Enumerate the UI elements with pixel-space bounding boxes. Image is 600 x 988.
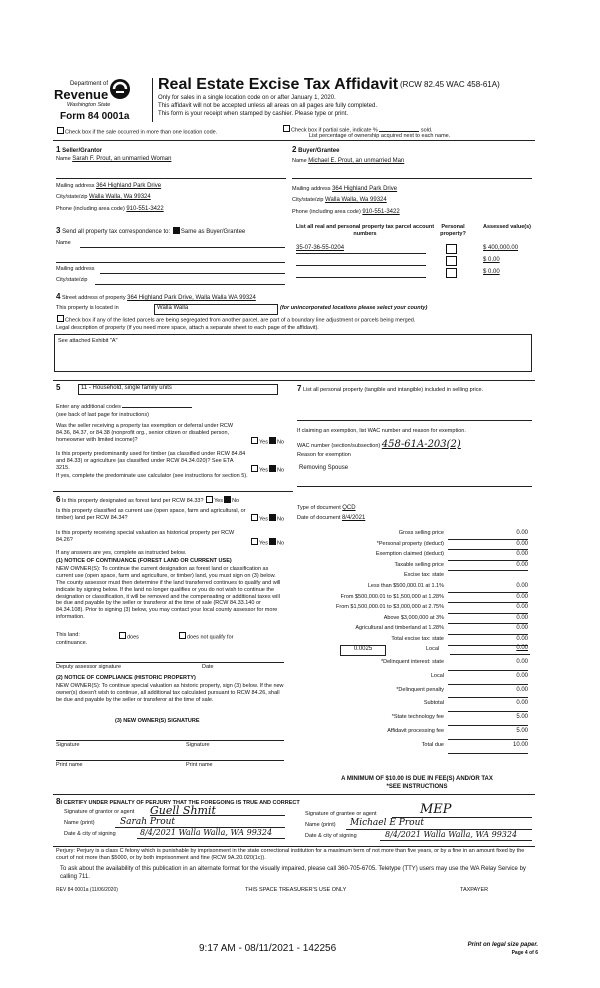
continuance-text: continuance.: [56, 640, 88, 646]
current-use-question: Is this property classified as current use (open space, farm and agricultural, or timber) land per RCW 84.34?: [56, 508, 246, 521]
calc-row: [297, 549, 532, 560]
dept-logo-text: Revenue: [54, 87, 109, 102]
revenue-logo-icon: [108, 78, 132, 105]
subtitle-2: This affidavit will not be accepted unless all areas on all pages are fully completed.: [158, 103, 378, 109]
grantee-signature[interactable]: MEP: [420, 802, 452, 817]
checkbox-icon[interactable]: [57, 127, 64, 134]
calc-value[interactable]: 0.00: [448, 539, 528, 551]
calc-label: Total due: [421, 741, 444, 748]
calc-label: *Delinquent interest: state: [381, 659, 444, 665]
calc-value[interactable]: 0.00: [448, 528, 528, 540]
notice2-title: (2) NOTICE OF COMPLIANCE (HISTORIC PROPERTY): [56, 675, 196, 681]
calc-label: From $1,500,000.01 to $3,000,000 at 2.75%: [336, 604, 444, 611]
calc-label: *Delinquent penalty: [396, 686, 444, 693]
exemption-reason[interactable]: Removing Spouse: [299, 465, 349, 471]
calc-row: [297, 697, 532, 711]
calc-row: [297, 670, 532, 684]
parcel-header: List all real and personal property tax parcel account numbers: [295, 224, 435, 237]
current-use-yes-checkbox[interactable]: [251, 514, 258, 521]
form-title: Real Estate Excise Tax Affidavit: [158, 76, 399, 93]
calc-row: [297, 711, 532, 725]
unincorp-note: (for unincorporated locations please select your county): [280, 305, 428, 311]
same-as-buyer-checkbox[interactable]: [173, 227, 180, 234]
s3-mail-label: Mailing address: [56, 266, 95, 272]
calc-label: Affidavit processing fee: [387, 727, 444, 734]
calc-row: [297, 623, 532, 634]
seller-mail[interactable]: 364 Highland Park Drive: [96, 183, 162, 189]
calc-row: [297, 656, 532, 670]
calc-row: [297, 570, 532, 581]
parcel-number[interactable]: 35-07-36-55-0204: [296, 245, 345, 251]
historic-yes-checkbox[interactable]: [251, 538, 258, 545]
revision: REV 84 0001a (11/06/2020): [56, 887, 118, 893]
calc-value[interactable]: 5.00: [448, 711, 528, 726]
checkbox-icon[interactable]: [283, 125, 290, 132]
seller-phone[interactable]: 910-551-3422: [126, 206, 164, 212]
buyer-mail[interactable]: 364 Highland Park Drive: [332, 186, 398, 192]
certify-text: I CERTIFY UNDER PENALTY OF PERJURY THAT THE FOREGOING IS TRUE AND CORRECT: [60, 800, 300, 806]
reason-label: Reason for exemption: [297, 452, 351, 458]
forest-no-checkbox[interactable]: [224, 496, 231, 503]
treasurer-use: THIS SPACE TREASURER'S USE ONLY: [245, 887, 347, 893]
personal-property-text: List all personal property (tangible and intangible) included in selling price.: [302, 387, 484, 393]
does-checkbox[interactable]: [119, 632, 126, 639]
see-back: (see back of last page for instructions): [56, 412, 149, 418]
calc-row: [297, 725, 532, 739]
calc-row: [297, 592, 532, 603]
calc-label: Excise tax: state: [403, 572, 444, 579]
calc-row: [297, 684, 532, 698]
calc-row: [297, 581, 532, 592]
dept-line1: Department of: [69, 81, 108, 87]
calc-value[interactable]: 0.00: [448, 549, 528, 561]
notice1-title: (1) NOTICE OF CONTINUANCE (FOREST LAND OR CURRENT USE): [56, 558, 232, 564]
calc-row: [297, 739, 532, 753]
personal-header: Personal property?: [440, 224, 466, 237]
grantor-signature[interactable]: Guell Shmit: [150, 804, 216, 817]
assessed-value-1[interactable]: $ 400,000.00: [483, 245, 519, 251]
land-use-code-select[interactable]: 11 - Household, single family units: [78, 384, 278, 395]
assessed-header: Assessed value(s): [483, 224, 531, 230]
calc-label: Local: [430, 672, 444, 679]
exemption-no-checkbox[interactable]: [269, 437, 276, 444]
calc-row: [297, 634, 532, 645]
calc-value[interactable]: 0.00: [448, 560, 528, 572]
buyer-name[interactable]: Michael E. Prout, an unmarried Man: [308, 158, 405, 164]
print-name-label-2: Print name: [186, 762, 213, 768]
new-owner-signature-heading: (3) NEW OWNER(S) SIGNATURE: [115, 718, 200, 724]
timber-no-checkbox[interactable]: [269, 465, 276, 472]
subtitle-1: Only for sales in a single location code on or after January 1, 2020.: [158, 95, 336, 101]
calc-value[interactable]: 0.00: [448, 623, 528, 635]
perjury-notice: Perjury: Perjury is a class C felony which is punishable by imprisonment in the state correctional institution for a maximum term of not more than five years, or by a fine in an amount fixed by the court of not more than $5000, or by both imprisonment and fine (RCW 9A.20.020(1c)).: [56, 848, 525, 861]
location-select[interactable]: Walla Walla: [154, 304, 278, 315]
local-value[interactable]: 0.00: [516, 645, 528, 651]
personal-checkbox-3[interactable]: [446, 268, 457, 278]
deputy-date-label: Date: [202, 664, 214, 670]
wac-number[interactable]: 458-61A-203(2): [381, 439, 461, 450]
seller-heading: Seller/Grantor: [62, 148, 103, 154]
form-rcw: (RCW 82.45 WAC 458-61A): [400, 80, 500, 89]
calc-label: Exemption claimed (deduct): [375, 551, 444, 558]
calc-value[interactable]: 0.00: [448, 634, 528, 646]
if-any-yes: If any answers are yes, complete as instructed below.: [56, 550, 187, 556]
calc-row: [297, 539, 532, 550]
subtitle-3: This form is your receipt when stamped by cashier. Please type or print.: [158, 111, 349, 117]
document-type[interactable]: QCD: [342, 505, 356, 511]
calc-label: Total excise tax: state: [391, 635, 444, 642]
exemption-claim-label: If claiming an exemption, list WAC number and reason for exemption.: [297, 428, 466, 434]
accessibility-notice: To ask about the availability of this publication in an alternate format for the visually impaired, please call 360-705-6705. Teletype (TTY) users may use the WA Relay Service by calling 711.: [60, 866, 526, 880]
historic-no-checkbox[interactable]: [269, 538, 276, 545]
grantor-date-city[interactable]: 8/4/2021 Walla Walla, WA 99324: [140, 828, 273, 837]
assessed-value-3[interactable]: $ 0.00: [483, 269, 500, 275]
taxpayer-label: TAXPAYER: [460, 887, 489, 893]
personal-checkbox-2[interactable]: [446, 256, 457, 266]
calc-row: [297, 602, 532, 613]
current-use-no-checkbox[interactable]: [269, 514, 276, 521]
buyer-phone[interactable]: 910-551-3422: [362, 209, 400, 215]
buyer-heading: Buyer/Grantee: [298, 148, 340, 154]
calc-label: Gross selling price: [398, 530, 444, 536]
grantee-name-print[interactable]: Michael E Prout: [350, 818, 424, 828]
segregated-checkbox[interactable]: [57, 315, 64, 322]
page-number: Page 4 of 6: [511, 950, 538, 956]
s3-name-label: Name: [56, 240, 71, 246]
partial-sale-check[interactable]: Check box if partial sale, indicate % sold.: [282, 125, 433, 134]
dept-line3: Washington State: [67, 102, 111, 108]
forest-yes-checkbox[interactable]: [206, 496, 213, 503]
exemption-question: Was the seller receiving a property tax exemption or deferral under RCW 84.36, 84.37, or 84.38 (nonprofit org., senior citizen or disabled person, homeowner with limited income)?: [56, 423, 234, 443]
calc-value[interactable]: 0.00: [448, 602, 528, 614]
calc-value[interactable]: 0.00: [448, 684, 528, 699]
notice1-text: NEW OWNER(S): To continue the current designation as forest land or classification as current use (open space, farm and agriculture, or timber) land, you must sign on (3) below. The county assessor must then determine if the land transferred continues to qualify and will indicate by signing below. If the land no longer qualifies or you do not wish to continue the designation or classification, it will be removed and the compensating or additional taxes will be due and payable by the seller or transferor at the time of sale (RCW 84.33.140 or 84.34.108). Prior to signing (3) below, you may contact your local county assessor for more information.: [56, 566, 281, 621]
calc-label: *Personal property (deduct): [376, 540, 444, 547]
recording-stamp: 9:17 AM - 08/11/2021 - 142256: [199, 943, 337, 954]
grantee-date-city[interactable]: 8/4/2021 Walla Walla, WA 99324: [385, 830, 518, 839]
does-not-checkbox[interactable]: [179, 632, 186, 639]
minimum-notice: A MINIMUM OF $10.00 IS DUE IN FEE(S) AND/OR TAX: [341, 776, 493, 782]
exemption-yes-checkbox[interactable]: [251, 437, 258, 444]
calc-value[interactable]: 0.00: [448, 581, 528, 593]
grantor-name-print[interactable]: Sarah Prout: [120, 817, 176, 827]
timber-note: If yes, complete the predominate use calculator (see instructions for section 5).: [56, 473, 248, 479]
calc-label: Less than $500,000.01 at 1.1%: [367, 582, 444, 589]
signature-label-2: Signature: [186, 742, 210, 748]
timber-yes-checkbox[interactable]: [251, 465, 258, 472]
partial-list-text: List percentage of ownership acquired next to each name.: [309, 133, 451, 139]
tax-calculation: [297, 528, 532, 645]
signature-label-1: Signature: [56, 742, 80, 748]
seller-name[interactable]: Sarah F. Prout, an unmarried Woman: [72, 156, 172, 162]
calc-row: [297, 528, 532, 539]
tax-calculation-2: [297, 656, 532, 753]
calc-row: [297, 560, 532, 571]
deputy-signature-label: Deputy assessor signature: [56, 664, 122, 670]
print-name-label-1: Print name: [56, 762, 83, 768]
calc-label: From $500,000.01 to $1,500,000 at 1.28%: [340, 593, 444, 600]
personal-checkbox-1[interactable]: [446, 244, 457, 254]
s3-city-label: City/state/zip: [56, 277, 88, 283]
historic-question: Is this property receiving special valuation as historical property per RCW 84.26?: [56, 530, 235, 543]
document-date[interactable]: 8/4/2021: [341, 515, 366, 521]
property-street[interactable]: 364 Highland Park Drive, Walla Walla WA 99324: [127, 295, 256, 301]
notice2-text: NEW OWNER(S): To continue special valuation as historic property, sign (3) below. If the new owner(s) doesn't wish to continue, all additional tax calculated pursuant to RCW 84.26, shall be due and payable by the seller or transferor at the time of sale.: [56, 683, 284, 703]
see-instructions: *SEE INSTRUCTIONS: [386, 784, 448, 790]
legal-label: Legal description of property (if you need more space, attach a separate sheet to each page of the affidavit).: [56, 325, 319, 331]
calc-label: Taxable selling price: [394, 561, 444, 568]
calc-label: Agricultural and timberland at 1.28%: [355, 625, 444, 632]
local-label: Local: [426, 646, 440, 652]
calc-value[interactable]: 0.00: [448, 656, 528, 671]
local-rate-field[interactable]: 0.0025: [340, 645, 386, 656]
calc-value[interactable]: 0.00: [448, 670, 528, 685]
calc-value[interactable]: 0.00: [448, 613, 528, 625]
buyer-city[interactable]: Walla Walla, Wa 99324: [325, 197, 387, 203]
calc-value[interactable]: 10.00: [448, 739, 528, 754]
calc-value[interactable]: 0.00: [448, 697, 528, 712]
legal-paper-note: Print on legal size paper.: [467, 942, 538, 948]
calc-row: [297, 613, 532, 624]
calc-value[interactable]: 5.00: [448, 725, 528, 740]
timber-question: Is this property predominantly used for timber (as classified under RCW 84.84 and 84.33) or agriculture (as classified under RCW 84.34.020)? See ETA 3215.: [56, 451, 246, 471]
calc-label: *State technology fee: [391, 714, 444, 721]
calc-label: Subtotal: [423, 700, 444, 707]
assessed-value-2[interactable]: $ 0.00: [483, 257, 500, 263]
legal-description[interactable]: See attached Exhibit "A": [54, 334, 532, 372]
multi-location-check[interactable]: Check box if the sale occurred in more than one location code.: [56, 127, 217, 136]
calc-label: Above $3,000,000 at 3%: [383, 614, 444, 621]
form-number: Form 84 0001a: [60, 111, 130, 122]
seller-city[interactable]: Walla Walla, Wa 99324: [89, 194, 151, 200]
calc-value[interactable]: 0.00: [448, 592, 528, 604]
